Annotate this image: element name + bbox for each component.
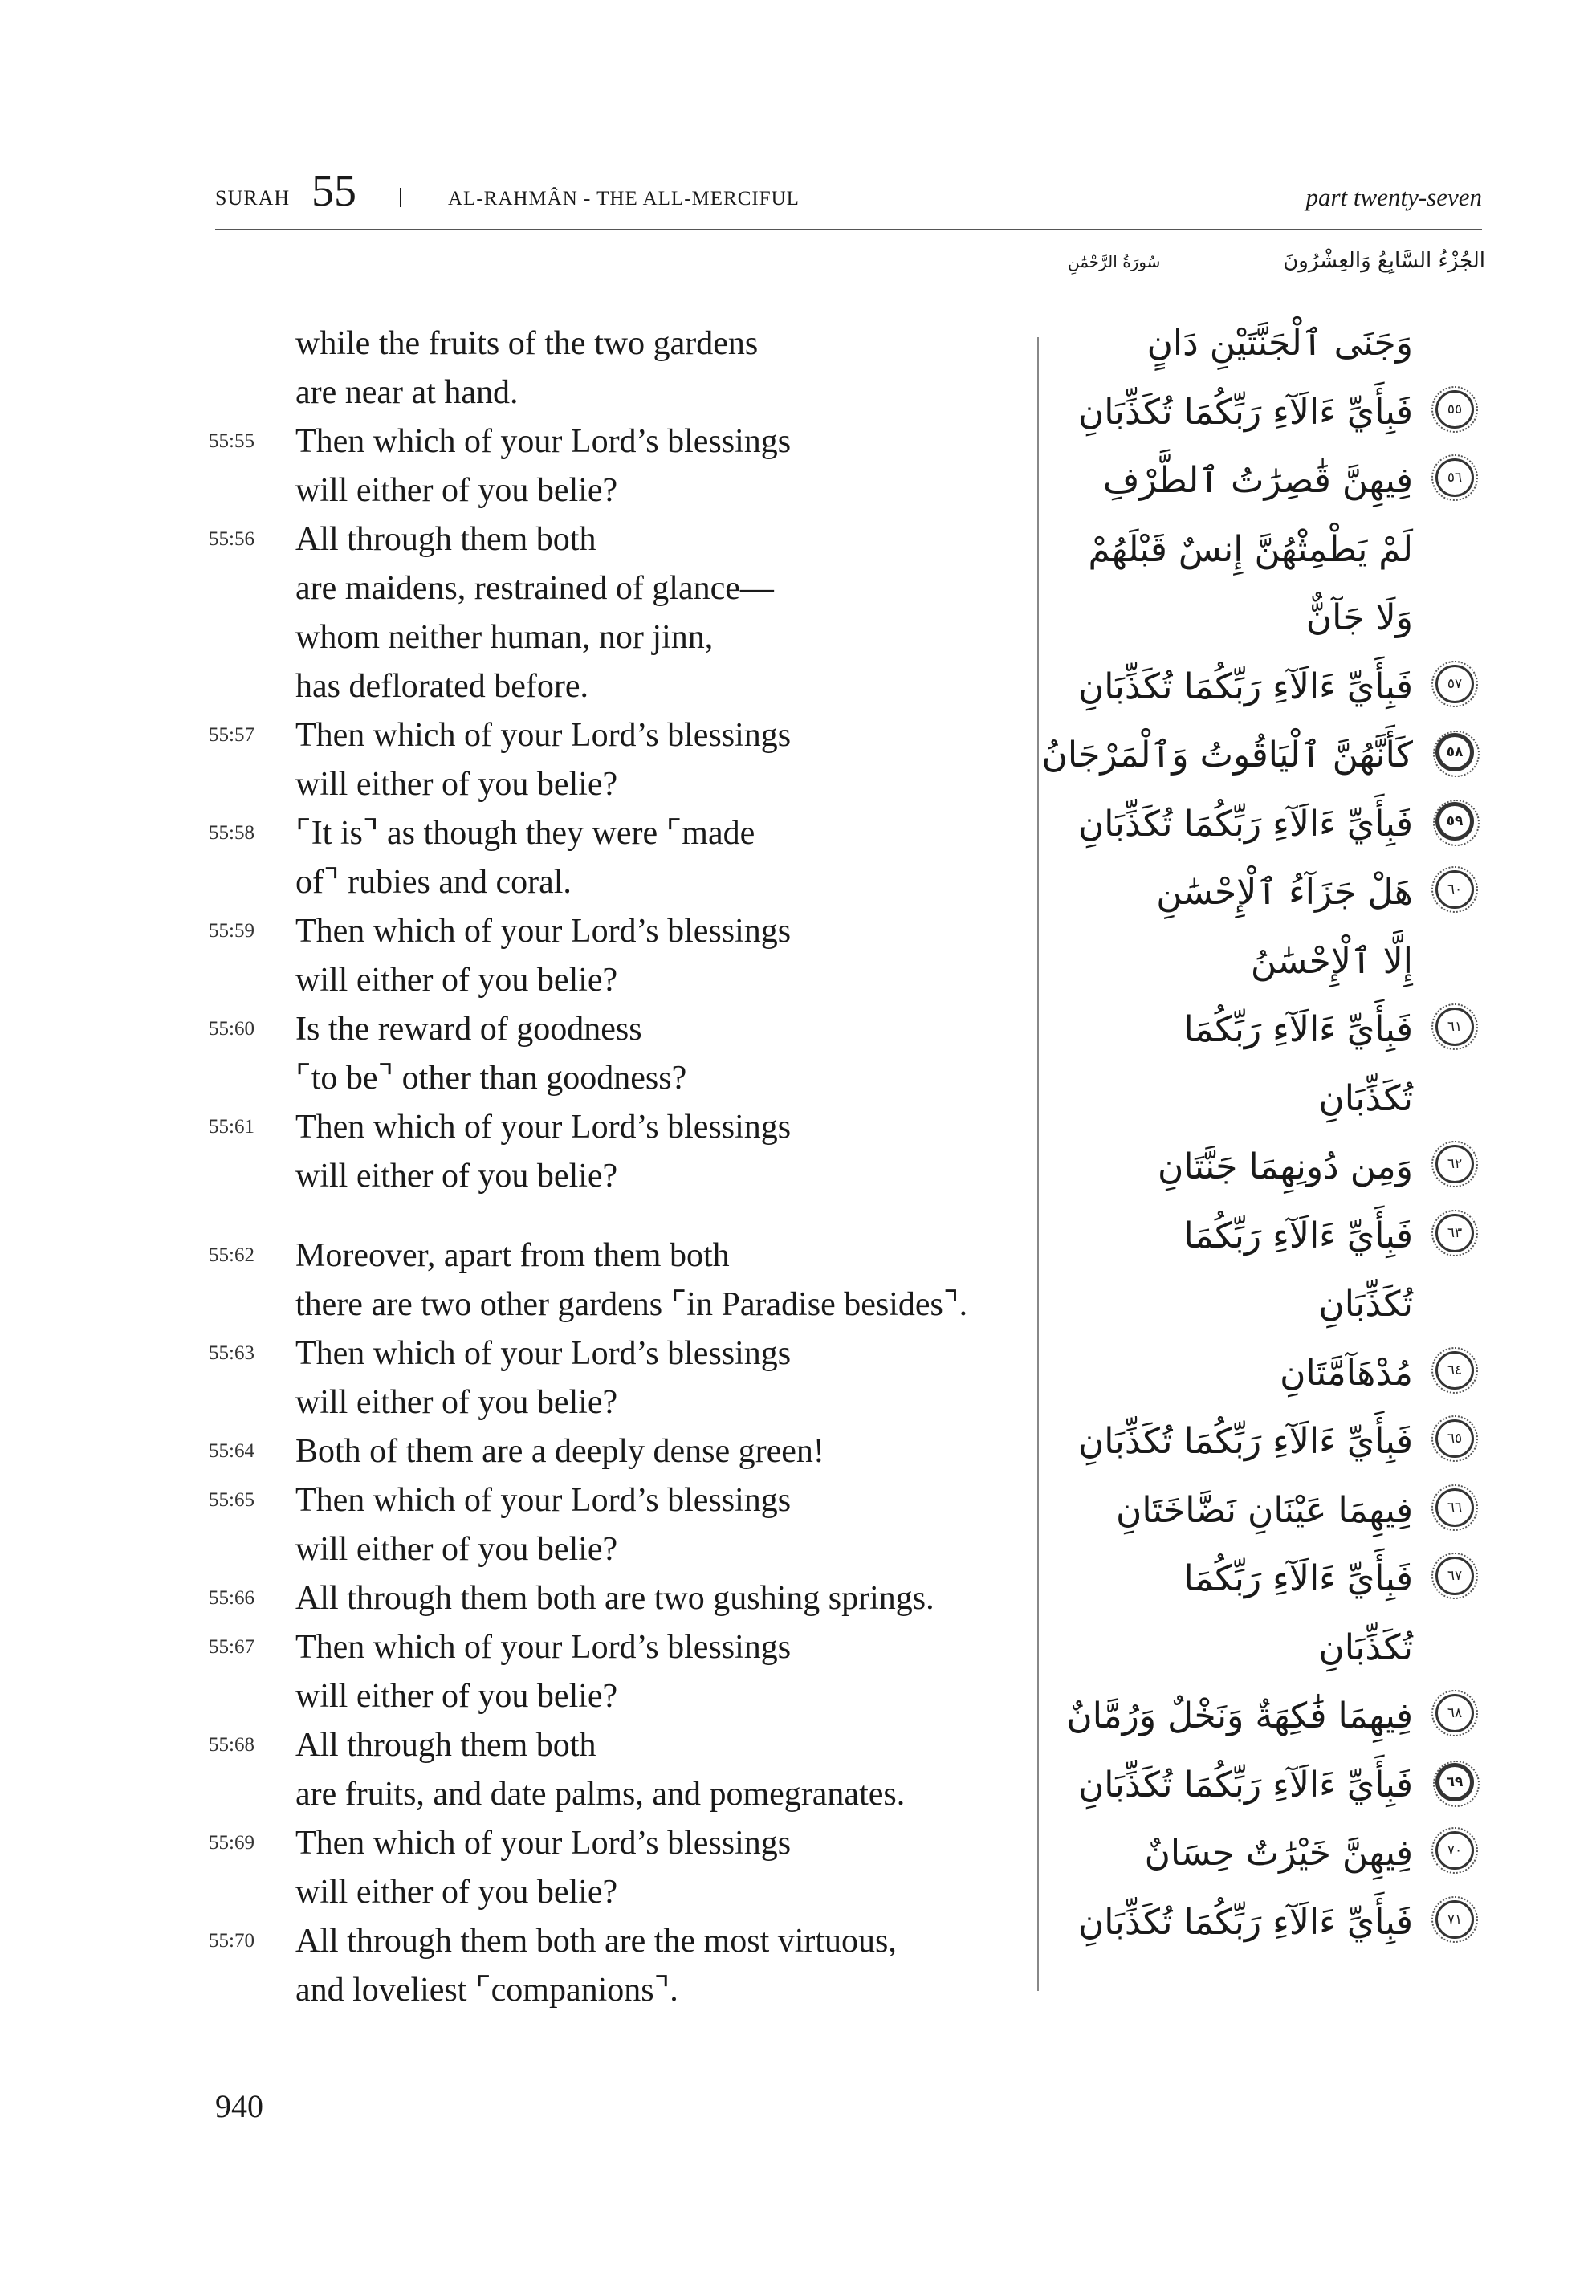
- arabic-verse-text: فَبِأَيِّ ءَالَآءِ رَبِّكُمَا: [1183, 1009, 1413, 1050]
- verse-end-marker-icon: ٦٥: [1435, 1419, 1474, 1458]
- translation-text: Then which of your Lord’s blessings: [295, 717, 792, 754]
- arabic-header: [1068, 249, 1485, 289]
- translation-text: Then which of your Lord’s blessings: [295, 1629, 792, 1666]
- arabic-line: [1068, 931, 1485, 995]
- arabic-verse-text: فَبِأَيِّ ءَالَآءِ رَبِّكُمَا: [1183, 1215, 1413, 1256]
- translation-text: Then which of your Lord’s blessings: [295, 1335, 792, 1372]
- surah-title: AL-RAHMÂN - THE ALL-MERCIFUL: [448, 188, 800, 210]
- head-rule: [215, 229, 1482, 230]
- translation-text: are fruits, and date palms, and pomegranates.: [295, 1776, 906, 1813]
- verse-end-marker-icon: ٦١: [1435, 1008, 1474, 1046]
- translation-text: are near at hand.: [295, 374, 519, 411]
- arabic-line: [1068, 519, 1485, 584]
- translation-text: All through them both are the most virtuous,: [295, 1923, 897, 1960]
- translation-text: will either of you belie?: [295, 1678, 618, 1715]
- translation-text: will either of you belie?: [295, 472, 618, 509]
- verse-number: 55:68: [209, 1734, 254, 1756]
- arabic-line: [1068, 1480, 1485, 1545]
- translation-text: while the fruits of the two gardens: [295, 325, 759, 362]
- arabic-line: [1068, 588, 1485, 652]
- translation-text: will either of you belie?: [295, 1158, 618, 1195]
- verse-end-marker-icon: ٦٦: [1435, 1488, 1474, 1527]
- verse-end-marker-icon: ٦٨: [1435, 1694, 1474, 1732]
- arabic-text-column: [1041, 313, 1485, 1999]
- arabic-line: [1068, 1549, 1485, 1613]
- verse-number: 55:70: [209, 1930, 254, 1952]
- translation-text: Then which of your Lord’s blessings: [295, 913, 792, 950]
- arabic-line: [1068, 1206, 1485, 1270]
- verse-number: 55:59: [209, 920, 254, 942]
- verse-end-marker-icon: ٥٨: [1435, 733, 1474, 771]
- arabic-line: [1068, 794, 1485, 858]
- verse-end-marker-icon: ٦٧: [1435, 1557, 1474, 1595]
- arabic-line: [1068, 862, 1485, 926]
- verse-number: 55:60: [209, 1018, 254, 1040]
- verse-end-marker-icon: ٦٣: [1435, 1214, 1474, 1252]
- verse-number: 55:66: [209, 1587, 254, 1609]
- part-label: part twenty-seven: [1305, 183, 1482, 211]
- arabic-verse-text: وَجَنَى ٱلْجَنَّتَيْنِ دَانٍ: [1146, 323, 1413, 364]
- verse-number: 55:64: [209, 1440, 254, 1462]
- surah-number: 55: [311, 166, 356, 216]
- arabic-verse-text: مُدْهَآمَّتَانِ: [1280, 1352, 1413, 1394]
- column-divider: [1037, 337, 1039, 1991]
- translation-text: Then which of your Lord’s blessings: [295, 1482, 792, 1519]
- arabic-verse-text: فَبِأَيِّ ءَالَآءِ رَبِّكُمَا تُكَذِّبَانِ: [1077, 666, 1413, 707]
- translation-text: Is the reward of goodness: [295, 1011, 642, 1048]
- verse-number: 55:58: [209, 822, 254, 844]
- verse-end-marker-icon: ٥٧: [1435, 665, 1474, 703]
- arabic-line: [1068, 1343, 1485, 1407]
- translation-text: ⌜to be⌝ other than goodness?: [295, 1060, 687, 1097]
- arabic-verse-text: فِيهِمَا فَٰكِهَةٌ وَنَخْلٌ وَرُمَّانٌ: [1066, 1696, 1413, 1736]
- arabic-line: [1041, 725, 1485, 789]
- verse-number: 55:62: [209, 1244, 254, 1266]
- translation-text: and loveliest ⌜companions⌝.: [295, 1972, 678, 2009]
- verse-number: 55:56: [209, 528, 254, 550]
- translation-text: will either of you belie?: [295, 962, 618, 999]
- verse-number: 55:69: [209, 1832, 254, 1854]
- arabic-verse-text: تُكَذِّبَانِ: [1318, 1284, 1413, 1325]
- translation-text: will either of you belie?: [295, 1384, 618, 1421]
- verse-number: 55:57: [209, 724, 254, 746]
- translation-text: there are two other gardens ⌜in Paradise besides⌝.: [295, 1286, 968, 1323]
- arabic-line: [1068, 1618, 1485, 1682]
- arabic-line: [1068, 1411, 1485, 1476]
- arabic-verse-text: وَمِن دُونِهِمَا جَنَّتَانِ: [1158, 1146, 1413, 1187]
- verse-number: 55:65: [209, 1489, 254, 1511]
- arabic-line: [1068, 1137, 1485, 1201]
- verse-number: 55:61: [209, 1116, 254, 1138]
- arabic-line: [1068, 450, 1485, 515]
- arabic-line: [1068, 1686, 1485, 1750]
- head-separator: [400, 188, 401, 207]
- arabic-verse-text: تُكَذِّبَانِ: [1318, 1077, 1413, 1119]
- verse-end-marker-icon: ٧٠: [1435, 1831, 1474, 1870]
- surah-label: SURAH: [215, 186, 291, 210]
- arabic-verse-text: فِيهِنَّ قَٰصِرَٰتُ ٱلطَّرْفِ: [1102, 460, 1413, 501]
- arabic-line: [1068, 1755, 1485, 1819]
- translation-text: will either of you belie?: [295, 1874, 618, 1911]
- arabic-verse-text: فَبِأَيِّ ءَالَآءِ رَبِّكُمَا تُكَذِّبَانِ: [1077, 391, 1413, 433]
- verse-number: 55:63: [209, 1342, 254, 1364]
- translation-text: Both of them are a deeply dense green!: [295, 1433, 824, 1470]
- arabic-line: [1068, 1069, 1485, 1133]
- verse-end-marker-icon: ٦٢: [1435, 1145, 1474, 1183]
- arabic-verse-text: كَأَنَّهُنَّ ٱلْيَاقُوتُ وَٱلْمَرْجَانُ: [1041, 735, 1413, 776]
- translation-text: whom neither human, nor jinn,: [295, 619, 714, 656]
- arabic-surah-label: سُورَةُ الرَّحْمَٰنِ: [1068, 252, 1161, 271]
- arabic-verse-text: فَبِأَيِّ ءَالَآءِ رَبِّكُمَا تُكَذِّبَانِ: [1077, 803, 1413, 845]
- arabic-verse-text: فَبِأَيِّ ءَالَآءِ رَبِّكُمَا تُكَذِّبَانِ: [1077, 1764, 1413, 1805]
- verse-end-marker-icon: ٦٩: [1435, 1763, 1474, 1801]
- arabic-verse-text: لَمْ يَطْمِثْهُنَّ إِنسٌ قَبْلَهُمْ: [1088, 528, 1413, 570]
- verse-end-marker-icon: ٦٠: [1435, 870, 1474, 909]
- arabic-verse-text: فِيهِمَا عَيْنَانِ نَضَّاخَتَانِ: [1116, 1489, 1413, 1531]
- arabic-verse-text: فِيهِنَّ خَيْرَٰتٌ حِسَانٌ: [1144, 1833, 1413, 1874]
- translation-text: of⌝ rubies and coral.: [295, 864, 572, 901]
- verse-end-marker-icon: ٦٤: [1435, 1351, 1474, 1390]
- arabic-verse-text: فَبِأَيِّ ءَالَآءِ رَبِّكُمَا: [1183, 1558, 1413, 1599]
- translation-text: has deflorated before.: [295, 668, 588, 705]
- arabic-line: [1068, 1892, 1485, 1956]
- arabic-verse-text: تُكَذِّبَانِ: [1318, 1626, 1413, 1668]
- translation-text: All through them both: [295, 1727, 596, 1764]
- translation-text: ⌜It is⌝ as though they were ⌜made: [295, 815, 755, 852]
- arabic-verse-text: فَبِأَيِّ ءَالَآءِ رَبِّكُمَا تُكَذِّبَانِ: [1077, 1421, 1413, 1462]
- translation-text: All through them both: [295, 521, 596, 558]
- arabic-line: [1068, 1823, 1485, 1887]
- arabic-verse-text: وَلَا جَآنٌّ: [1305, 597, 1413, 638]
- arabic-line: [1068, 313, 1485, 377]
- arabic-line: [1068, 657, 1485, 721]
- arabic-verse-text: فَبِأَيِّ ءَالَآءِ رَبِّكُمَا تُكَذِّبَانِ: [1077, 1901, 1413, 1943]
- arabic-line: [1068, 1274, 1485, 1338]
- translation-text: are maidens, restrained of glance—: [295, 570, 774, 607]
- running-head: [215, 166, 1482, 217]
- translation-text: Then which of your Lord’s blessings: [295, 423, 792, 460]
- arabic-verse-text: هَلْ جَزَآءُ ٱلْإِحْسَٰنِ: [1156, 872, 1413, 913]
- verse-number: 55:55: [209, 430, 254, 452]
- verse-end-marker-icon: ٥٦: [1435, 458, 1474, 497]
- arabic-line: [1068, 382, 1485, 446]
- verse-end-marker-icon: ٥٥: [1435, 390, 1474, 429]
- page-number: 940: [215, 2088, 263, 2124]
- verse-number: 55:67: [209, 1636, 254, 1658]
- verse-end-marker-icon: ٧١: [1435, 1900, 1474, 1939]
- verse-end-marker-icon: ٥٩: [1435, 802, 1474, 841]
- translation-text: Then which of your Lord’s blessings: [295, 1109, 792, 1146]
- arabic-verse-text: إِلَّا ٱلْإِحْسَٰنُ: [1250, 940, 1413, 982]
- translation-text: Then which of your Lord’s blessings: [295, 1825, 792, 1862]
- arabic-juz-label: الجُزْءُ السَّابِعُ وَالعِشْرُونَ: [1283, 249, 1485, 273]
- translation-text: All through them both are two gushing springs.: [295, 1580, 934, 1617]
- translation-text: will either of you belie?: [295, 766, 618, 803]
- arabic-line: [1068, 999, 1485, 1064]
- translation-text: Moreover, apart from them both: [295, 1237, 730, 1274]
- translation-text: will either of you belie?: [295, 1531, 618, 1568]
